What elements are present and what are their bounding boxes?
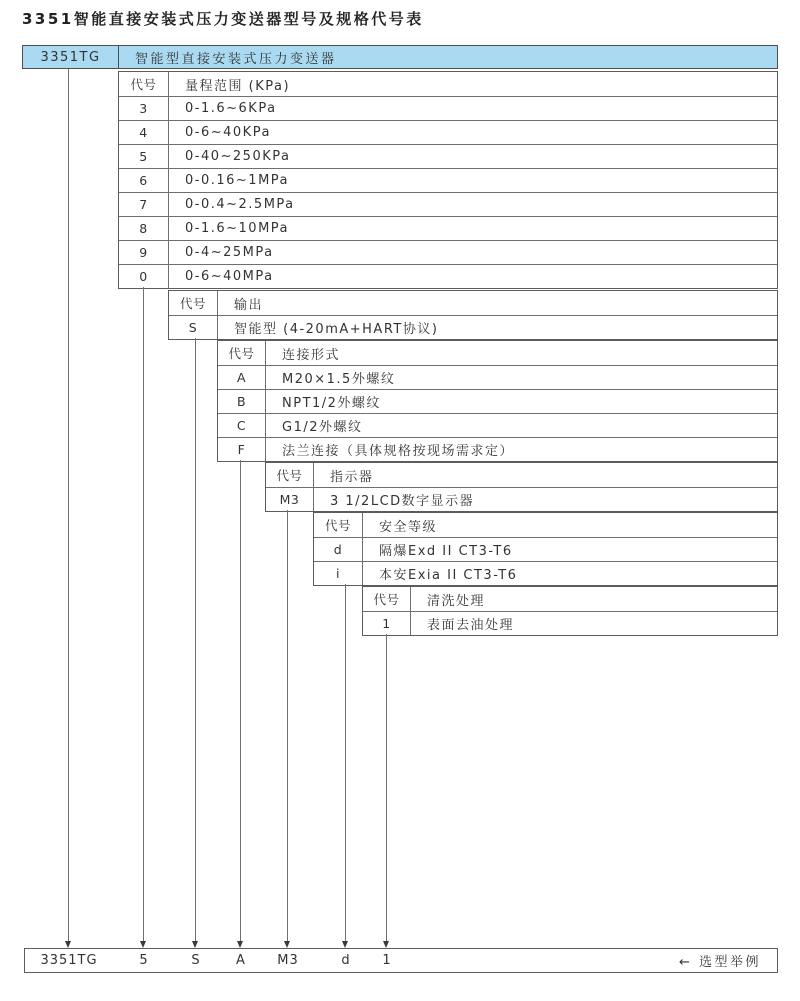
connector-line	[345, 584, 346, 941]
section-name-cell: 清洗处理	[427, 593, 486, 609]
code-column-label: 代号	[169, 291, 218, 315]
section-table-2	[168, 290, 778, 340]
section-name-cell: 指示器	[330, 469, 374, 485]
example-value-5: M3	[277, 953, 299, 968]
table-row	[169, 315, 777, 339]
section-header-row	[266, 463, 777, 487]
section-table-6	[362, 586, 778, 636]
arrow-down-icon	[192, 941, 198, 948]
section-table-5	[313, 512, 778, 586]
arrow-down-icon	[284, 941, 290, 948]
model-code-cell: 3351TG	[23, 46, 119, 68]
table-row	[266, 487, 777, 511]
desc-cell: 0-0.16~1MPa	[185, 173, 290, 188]
table-row	[119, 264, 777, 288]
table-row	[314, 537, 777, 561]
code-cell: C	[218, 414, 266, 437]
example-value-4: A	[236, 953, 246, 968]
connector-line	[240, 460, 241, 941]
desc-cell: 0-1.6~10MPa	[185, 221, 290, 236]
section-header-row	[218, 341, 777, 365]
code-cell: 8	[119, 217, 169, 240]
table-row	[119, 144, 777, 168]
code-column-label: 代号	[363, 587, 411, 611]
connector-line	[68, 69, 69, 941]
code-cell: A	[218, 366, 266, 389]
connector-line	[287, 510, 288, 941]
section-table-3	[217, 340, 778, 462]
table-row	[119, 216, 777, 240]
section-name-cell: 输出	[234, 297, 264, 313]
table-row	[119, 240, 777, 264]
arrow-down-icon	[140, 941, 146, 948]
code-cell: 5	[119, 145, 169, 168]
desc-cell: 0-0.4~2.5MPa	[185, 197, 295, 212]
table-row	[363, 611, 777, 635]
code-column-label: 代号	[266, 463, 314, 487]
desc-cell: 0-4~25MPa	[185, 245, 274, 260]
desc-cell: 0-40~250KPa	[185, 149, 291, 164]
connector-line	[143, 287, 144, 941]
section-name-cell: 量程范围 (KPa)	[185, 78, 291, 94]
example-value-3: S	[191, 953, 201, 968]
arrow-down-icon	[65, 941, 71, 948]
code-column-label: 代号	[218, 341, 266, 365]
code-cell: M3	[266, 488, 314, 511]
model-description-cell: 智能型直接安装式压力变送器	[135, 51, 337, 67]
connector-line	[195, 338, 196, 941]
table-row	[119, 96, 777, 120]
code-cell: S	[169, 316, 218, 339]
table-row	[119, 168, 777, 192]
arrow-down-icon	[383, 941, 389, 948]
arrow-down-icon	[237, 941, 243, 948]
section-header-row	[314, 513, 777, 537]
code-column-label: 代号	[119, 72, 169, 96]
code-cell: 7	[119, 193, 169, 216]
code-cell: 4	[119, 121, 169, 144]
section-table-1	[118, 71, 778, 289]
desc-cell: 0-6~40MPa	[185, 269, 274, 284]
table-row	[218, 365, 777, 389]
section-name-cell: 连接形式	[282, 347, 341, 363]
code-cell: 1	[363, 612, 411, 635]
connector-line	[386, 634, 387, 941]
page-title: 3351智能直接安装式压力变送器型号及规格代号表	[22, 10, 424, 28]
desc-cell: 本安Exia II CT3-T6	[379, 568, 518, 583]
code-cell: i	[314, 562, 363, 585]
code-cell: 6	[119, 169, 169, 192]
table-row	[119, 120, 777, 144]
example-value-1: 3351TG	[40, 953, 98, 968]
example-value-6: d	[341, 953, 351, 968]
table-row	[314, 561, 777, 585]
code-cell: B	[218, 390, 266, 413]
example-value-7: 1	[382, 953, 392, 968]
desc-cell: 法兰连接（具体规格按现场需求定）	[282, 444, 515, 459]
table-row	[218, 413, 777, 437]
desc-cell: 0-1.6~6KPa	[185, 101, 277, 116]
desc-cell: M20×1.5外螺纹	[282, 372, 396, 387]
arrow-down-icon	[342, 941, 348, 948]
example-value-2: 5	[139, 953, 149, 968]
desc-cell: NPT1/2外螺纹	[282, 396, 381, 411]
desc-cell: 智能型 (4-20mA+HART协议)	[234, 322, 439, 337]
desc-cell: 隔爆Exd II CT3-T6	[379, 544, 513, 559]
table-row	[119, 192, 777, 216]
desc-cell: 0-6~40KPa	[185, 125, 271, 140]
code-cell: d	[314, 538, 363, 561]
code-column-label: 代号	[314, 513, 363, 537]
table-row	[218, 437, 777, 461]
desc-cell: 表面去油处理	[427, 618, 515, 633]
code-cell: 3	[119, 97, 169, 120]
section-header-row	[363, 587, 777, 611]
example-note: ← 选型举例	[678, 955, 761, 970]
section-header-row	[169, 291, 777, 315]
table-row	[218, 389, 777, 413]
example-box	[24, 948, 778, 973]
code-cell: 9	[119, 241, 169, 264]
section-header-row	[119, 72, 777, 96]
desc-cell: G1/2外螺纹	[282, 420, 363, 435]
section-name-cell: 安全等级	[379, 519, 438, 535]
model-header-row	[22, 45, 778, 69]
code-cell: 0	[119, 265, 169, 288]
code-cell: F	[218, 438, 266, 461]
desc-cell: 3 1/2LCD数字显示器	[330, 494, 475, 509]
section-table-4	[265, 462, 778, 512]
